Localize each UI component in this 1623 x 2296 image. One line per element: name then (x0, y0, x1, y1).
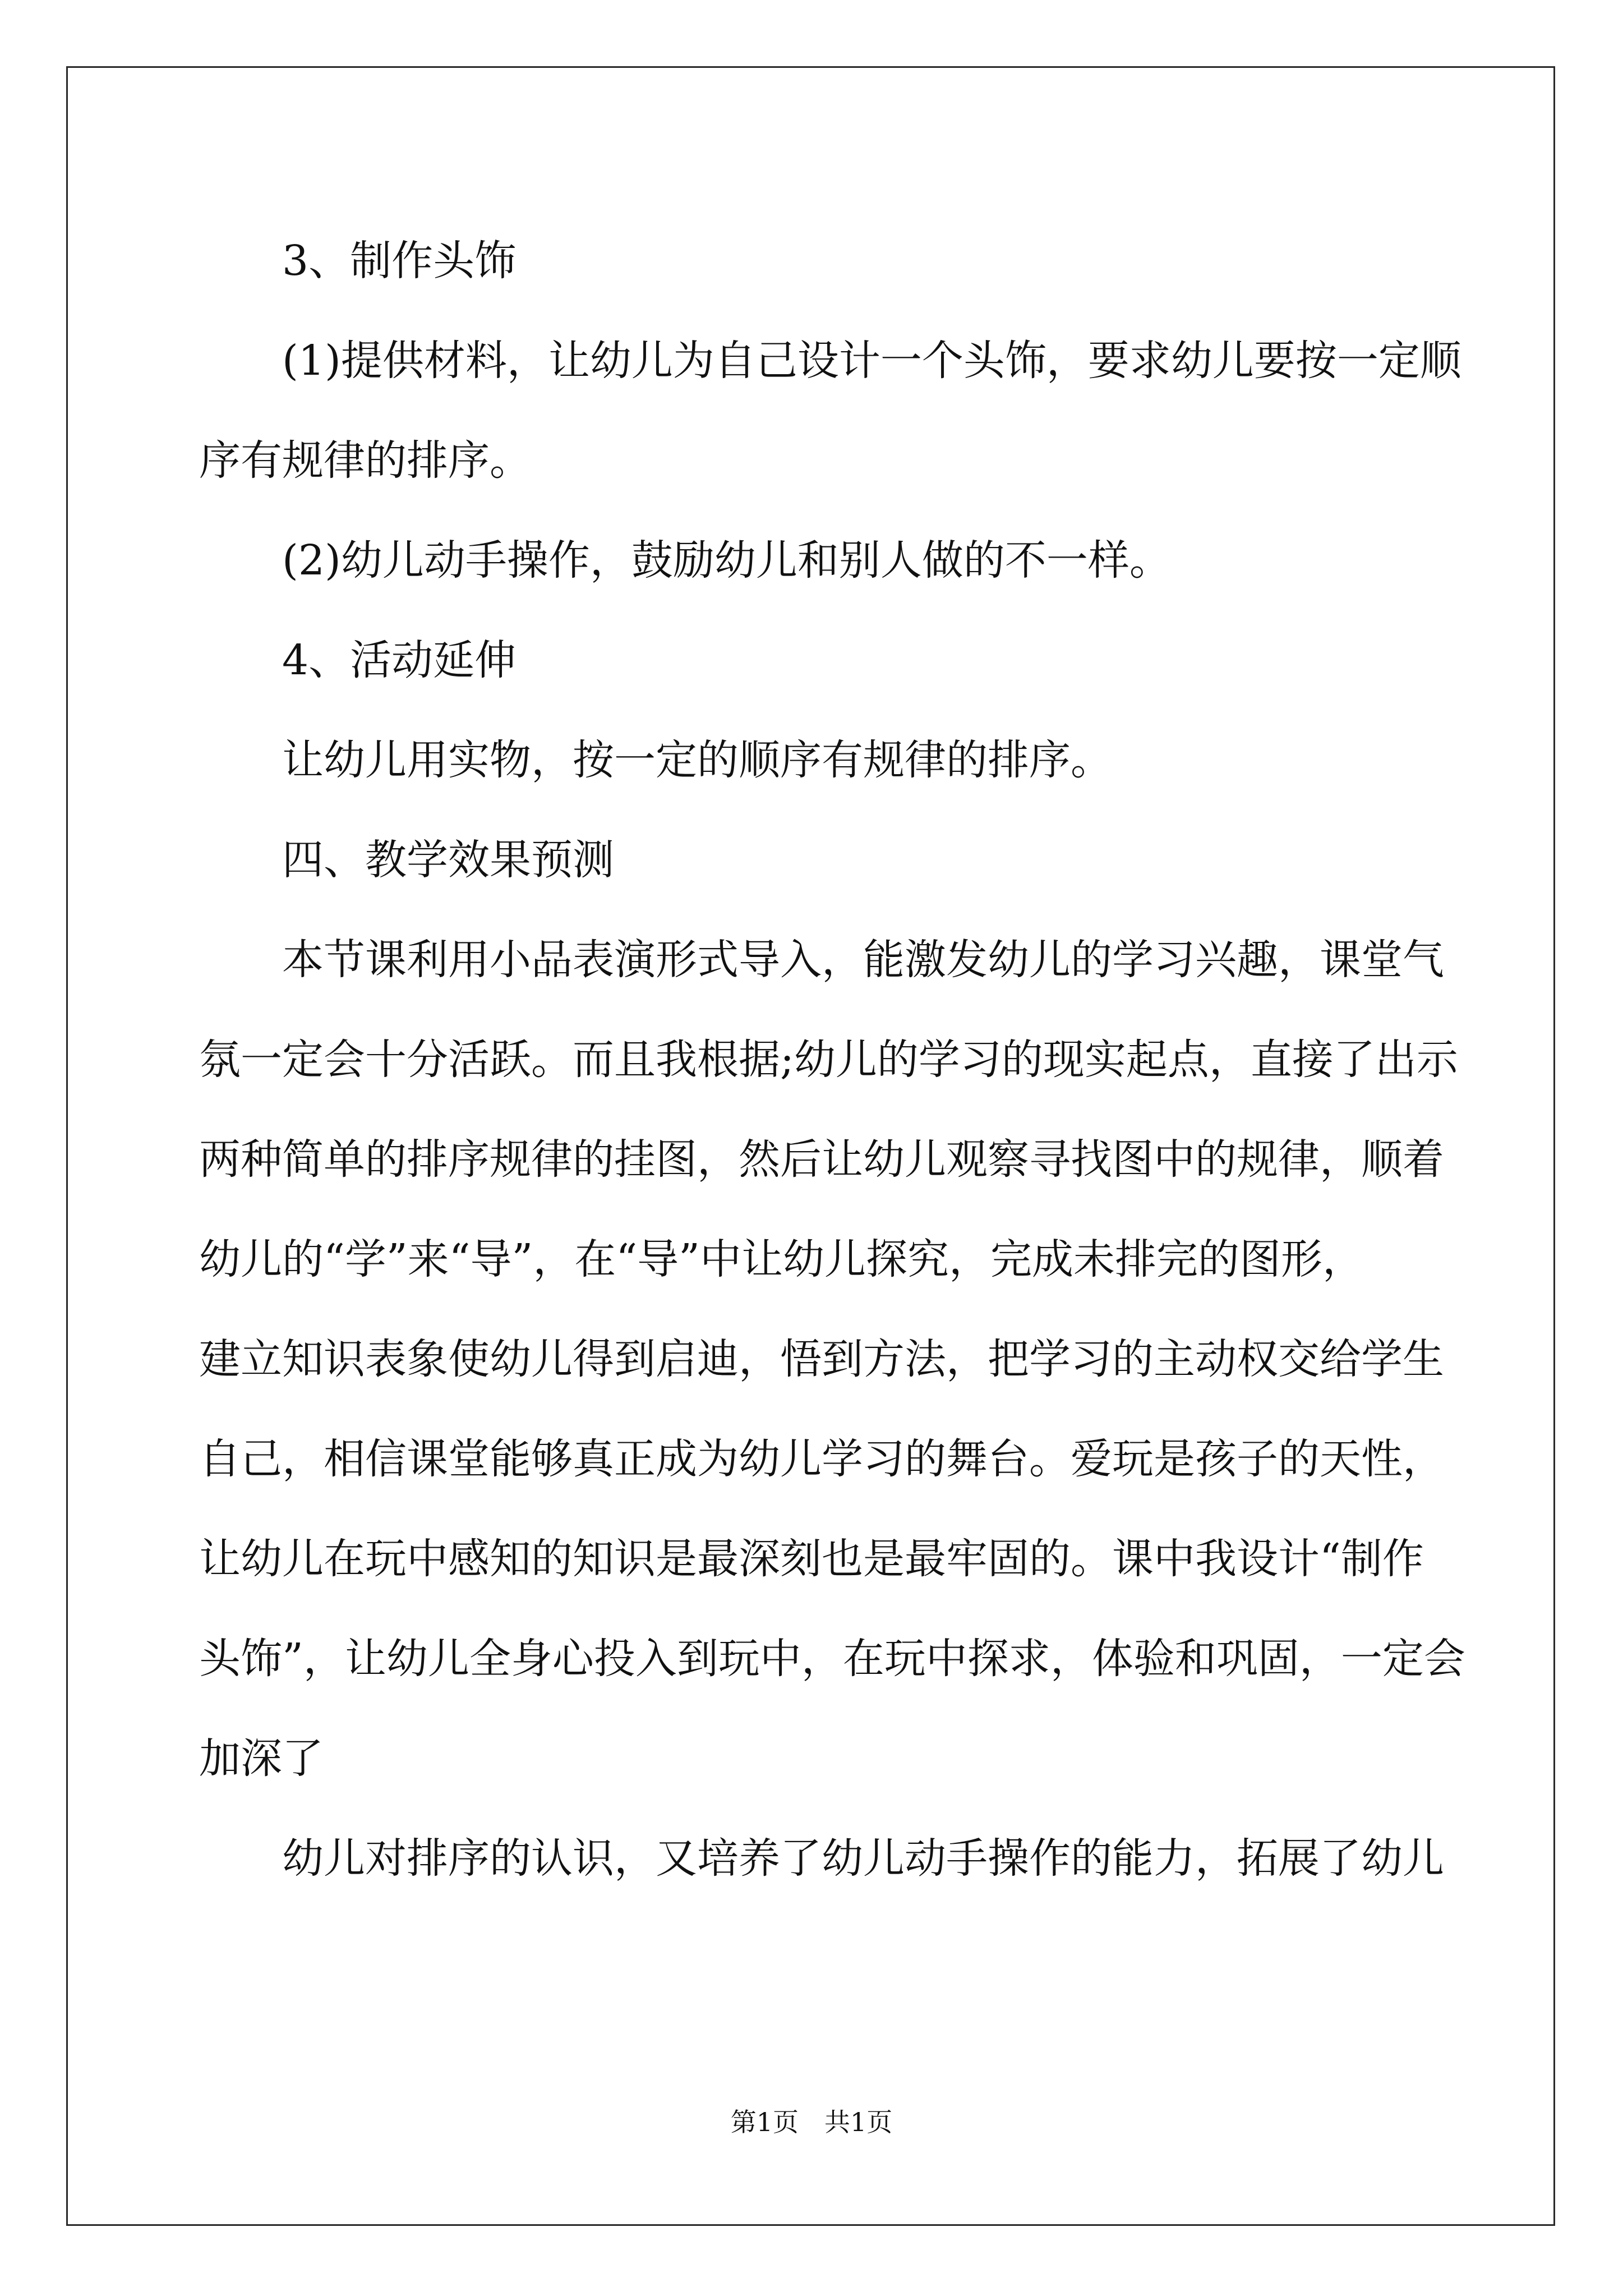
page-number-footer: 第1页 共1页 (730, 2107, 893, 2137)
paragraph-prediction-line-6: 自己，相信课堂能够真正成为幼儿学习的舞台。爱玩是孩子的天性， (199, 1435, 1444, 1483)
paragraph-heading-3: 3、制作头饰 (282, 237, 517, 285)
paragraph-extension: 让幼儿用实物，按一定的顺序有规律的排序。 (282, 736, 1112, 784)
paragraph-prediction-line-2: 氛一定会十分活跃。而且我根据;幼儿的学习的现实起点，直接了出示 (199, 1036, 1458, 1084)
paragraph-step-2: (2)幼儿动手操作，鼓励幼儿和别人做的不一样。 (282, 536, 1171, 585)
document-body (199, 211, 1483, 1908)
paragraph-step-1-cont: 序有规律的排序。 (199, 436, 531, 485)
paragraph-prediction-line-4: 幼儿的“学”来“导”，在“导”中让幼儿探究，完成未排完的图形， (199, 1235, 1364, 1283)
paragraph-prediction-line-9: 加深了 (199, 1734, 324, 1783)
paragraph-prediction-line-3: 两种简单的排序规律的挂图，然后让幼儿观察寻找图中的规律，顺着 (199, 1135, 1444, 1184)
paragraph-heading-4: 4、活动延伸 (282, 636, 517, 684)
paragraph-prediction-line-1: 本节课利用小品表演形式导入，能激发幼儿的学习兴趣，课堂气 (282, 936, 1444, 984)
paragraph-prediction-line-7: 让幼儿在玩中感知的知识是最深刻也是最牢固的。课中我设计“制作 (199, 1535, 1424, 1583)
paragraph-prediction-line-8: 头饰”，让幼儿全身心投入到玩中，在玩中探求，体验和巩固，一定会 (199, 1635, 1465, 1683)
paragraph-section-4-heading: 四、教学效果预测 (282, 836, 614, 884)
paragraph-step-1: (1)提供材料，让幼儿为自己设计一个头饰，要求幼儿要按一定顺 (282, 337, 1461, 385)
paragraph-prediction-line-5: 建立知识表象使幼儿得到启迪，悟到方法，把学习的主动权交给学生 (199, 1335, 1444, 1383)
paragraph-final: 幼儿对排序的认识，又培养了幼儿动手操作的能力，拓展了幼儿 (282, 1834, 1444, 1883)
